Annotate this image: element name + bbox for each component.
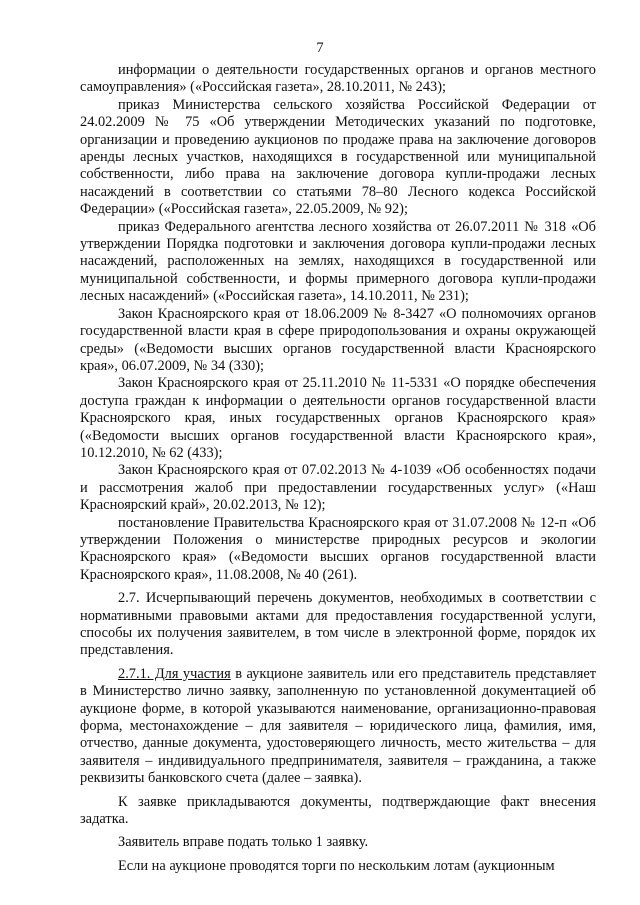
- paragraph-continuation: информации о деятельности государственных органов и органов местного самоуправления» («Российская газета», 28.10.2011, № 243);: [80, 62, 596, 96]
- paragraph-order-forestry-agency: приказ Федерального агентства лесного хозяйства от 26.07.2011 № 318 «Об утверждении Порядка подготовки и заключения договора купли-продажи лесных насаждений, расположенных на землях, находящихся в государственной или муниципальной собственности, и формы примерного договора купли-продажи лесных насаждений» («Российская газета», 14.10.2011, № 231);: [80, 218, 596, 305]
- paragraph-attachments: К заявке прикладываются документы, подтверждающие факт внесения задатка.: [80, 793, 596, 828]
- section-2-7-1: [80, 666, 596, 788]
- section-2-7: 2.7. Исчерпывающий перечень документов, необходимых в соответствии с нормативными правовыми актами для предоставления государственной услуги, способы их получения заявителем, в том числе в электронной форме, порядок их представления.: [80, 590, 596, 659]
- section-2-7-1-lead: 2.7.1. Для участия: [118, 665, 231, 682]
- paragraph-order-ministry-agriculture: приказ Министерства сельского хозяйства Российской Федерации от 24.02.2009 № 75 «Об утверждении Методических указаний по подготовке, организации и проведению аукционов по продаже права на заключение договоров аренды лесных участков, находящихся в государственной или муниципальной собственности, либо права на заключение договора купли-продажи лесных насаждений в соответствии со статьями 78–80 Лесного кодекса Российской Федерации» («Российская газета», 22.05.2009, № 92);: [80, 96, 596, 218]
- section-2-7-1-text: в аукционе заявитель или его представитель представляет в Министерство лично заявку, заполненную по установленной документацией об аукционе форме, в которой указываются наименование, организационно-правовая форма, местонахождение – для заявителя – юридического лица, фамилия, имя, отчество, данные документа, удостоверяющего личность, место жительства – для заявителя – индивидуального предпринимателя, заявителя – гражданина, а также реквизиты банковского счета (далее – заявка).: [80, 665, 596, 787]
- page-number: 7: [316, 40, 324, 56]
- paragraph-law-11-5331: Закон Красноярского края от 25.11.2010 № 11-5331 «О порядке обеспечения доступа граждан к информации о деятельности органов государственной власти Красноярского края, иных государственных органов Красноярского края» («Ведомости высших органов государственной власти Красноярского края», 10.12.2010, № 62 (433);: [80, 375, 596, 461]
- paragraph-law-4-1039: Закон Красноярского края от 07.02.2013 № 4-1039 «Об особенностях подачи и рассмотрения жалоб при предоставлении государственных услуг» («Наш Красноярский край», 20.02.2013, № 12);: [80, 462, 596, 514]
- paragraph-resolution-12-p: постановление Правительства Красноярского края от 31.07.2008 № 12-п «Об утверждении Положения о министерстве природных ресурсов и экологии Красноярского края» («Ведомости высших органов государственной власти Красноярского края», 11.08.2008, № 40 (261).: [80, 514, 596, 583]
- paragraph-one-application: Заявитель вправе подать только 1 заявку.: [118, 834, 369, 851]
- document-body: [80, 62, 596, 875]
- paragraph-multiple-lots: Если на аукционе проводятся торги по нескольким лотам (аукционным: [118, 857, 555, 874]
- paragraph-law-8-3427: Закон Красноярского края от 18.06.2009 № 8-3427 «О полномочиях органов государственной власти края в сфере природопользования и охраны окружающей среды» («Ведомости высших органов государственной власти Красноярского края», 06.07.2009, № 34 (330);: [80, 305, 596, 374]
